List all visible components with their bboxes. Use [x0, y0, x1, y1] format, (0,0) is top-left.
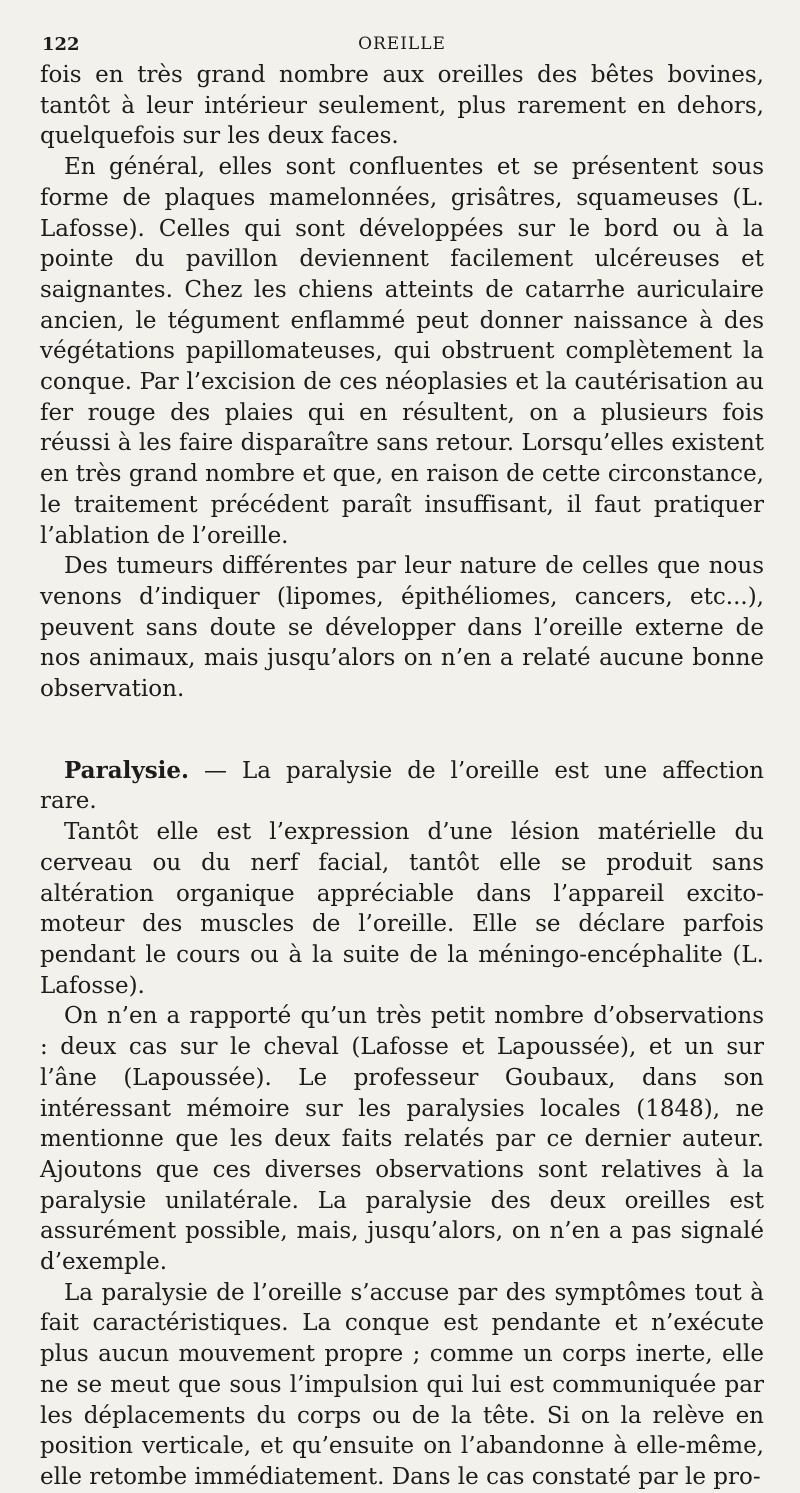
section-spacer	[40, 705, 764, 756]
paragraph: En général, elles sont confluentes et se présentent sous forme de plaques mamelonnées, grisâtres, squameuses (L. Lafosse). Celles qui sont développées sur le bord ou à la pointe du pavillon deviennent facilement ulcéreuses et saignantes. Chez les chiens atteints de catarrhe auriculaire ancien, le tégument enflammé peut donner naissance à des végétations papillomateuses, qui obstruent complètement la conque. Par l’excision de ces néoplasies et la cautérisation au fer rouge des plaies qui en résultent, on a plusieurs fois réussi à les faire disparaître sans retour. Lorsqu’elles existent en très grand nombre et que, en raison de cette circonstance, le traitement précédent paraît insuffisant, il faut pratiquer l’ablation de l’oreille.	[40, 154, 764, 549]
paragraph: On n’en a rapporté qu’un très petit nombre d’observations : deux cas sur le cheval (Lafosse et Lapoussée), et un sur l’âne (Lapoussée). Le professeur Goubaux, dans son intéressant mémoire sur les paralysies locales (1848), ne mentionne que les deux faits relatés par ce dernier auteur. Ajoutons que ces diverses observations sont relatives à la paralysie unilatérale. La paralysie des deux oreilles est assurément possible, mais, jusqu’alors, on n’en a pas signalé d’exemple.	[40, 1003, 764, 1276]
running-title: OREILLE	[358, 34, 446, 54]
page-number: 122	[42, 34, 80, 55]
running-head	[40, 30, 764, 60]
paragraph-continued: fois en très grand nombre aux oreilles des bêtes bovines, tantôt à leur intérieur seulement, plus rarement en dehors, quelquefois sur les deux faces.	[40, 62, 764, 150]
paragraph: Des tumeurs différentes par leur nature de celles que nous venons d’indiquer (lipomes, épithéliomes, cancers, etc...), peuvent sans doute se développer dans l’oreille externe de nos animaux, mais jusqu’alors on n’en a relaté aucune bonne observation.	[40, 553, 764, 703]
body-text	[40, 60, 764, 1493]
section-title: Paralysie.	[64, 756, 190, 784]
paragraph: Tantôt elle est l’expression d’une lésion matérielle du cerveau ou du nerf facial, tantôt elle se produit sans altération organique appréciable dans l’appareil excito-moteur des muscles de l’oreille. Elle se déclare parfois pendant le cours ou à la suite de la méningo-encéphalite (L. Lafosse).	[40, 819, 764, 999]
section-heading-paragraph	[40, 756, 764, 817]
paragraph: La paralysie de l’oreille s’accuse par des symptômes tout à fait caractéristiques. La conque est pendante et n’exécute plus aucun mouvement propre ; comme un corps inerte, elle ne se meut que sous l’impulsion qui lui est communiquée par les déplacements du corps ou de la tête. Si on la relève en position verticale, et qu’ensuite on l’abandonne à elle-même, elle retombe immédiatement. Dans le cas constaté par le pro-	[40, 1279, 764, 1490]
section-lead: — La paralysie de l’oreille est une affection rare.	[40, 757, 764, 815]
